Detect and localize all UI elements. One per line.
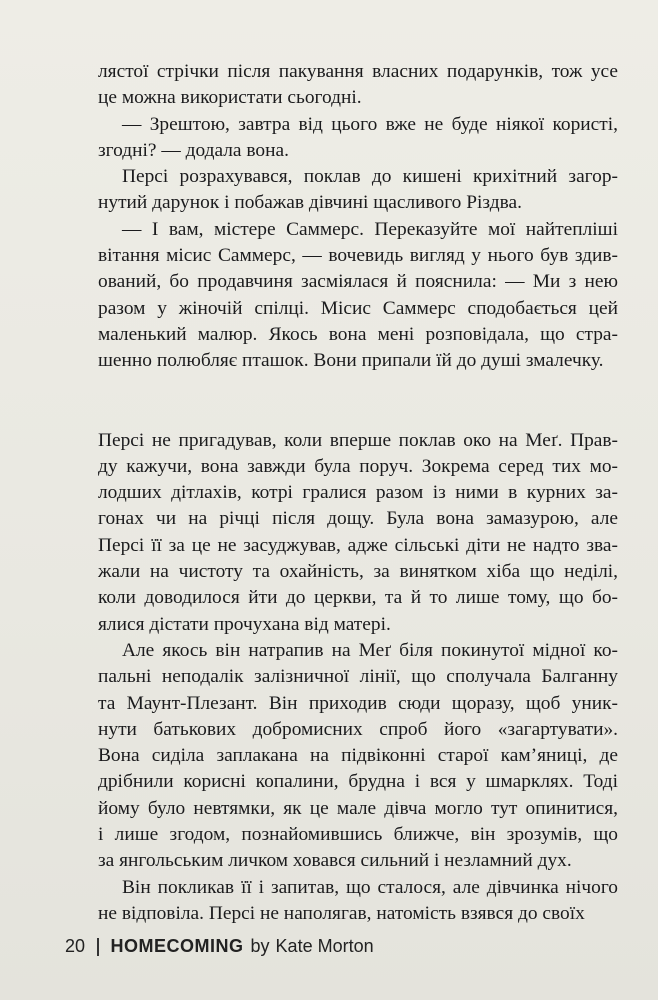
text-line: гонах чи на річці після дощу. Була вона замазурою, але (98, 508, 618, 530)
text-line: маленький малюр. Якось вона мені розповідала, що стра- (98, 323, 618, 345)
book-title: HOMECOMING (110, 936, 244, 956)
text-line: згодні? — додала вона. (98, 139, 289, 161)
text-line: Але якось він натрапив на Меґ біля покинутої мідної ко- (122, 639, 618, 661)
text-line: пальні неподалік залізничної лінії, що сполучала Балганну (98, 666, 618, 688)
section-break (98, 375, 618, 428)
text-line: вітання місис Саммерс, — вочевидь вигляд у нього був здив- (98, 245, 618, 267)
page-footer (65, 936, 374, 957)
text-line: йому було невтямки, як це мале дівча могло тут опинитися, (98, 797, 618, 819)
text-line: лодших дітлахів, котрі гралися разом із ними в курних за- (98, 482, 618, 504)
text-line: разом у жіночій спілці. Місис Саммерс сподобається цей (98, 297, 618, 319)
byline-word: by (250, 936, 270, 956)
paragraph (98, 59, 618, 112)
text-line: коли доводилося йти до церкви, та й то лише тому, що бо- (98, 587, 618, 609)
paragraph (98, 638, 618, 875)
page-number: 20 (65, 936, 86, 956)
author-name: Kate Morton (275, 936, 374, 956)
text-line: — І вам, містере Саммерс. Переказуйте мої найтепліші (122, 218, 618, 240)
text-line: шенно полюбляє пташок. Вони припали їй до душі змалечку. (98, 350, 604, 372)
footer-separator (97, 938, 99, 956)
text-line: ду кажучи, вона завжди була поруч. Зокрема серед тих мо- (98, 455, 618, 477)
text-line: не відповіла. Персі не наполягав, натомість взявся до своїх (98, 902, 585, 924)
text-line: лястої стрічки після пакування власних подарунків, тож усе (98, 61, 618, 82)
page-body-text (98, 59, 618, 927)
text-line: ялися дістати прочухана від матері. (98, 613, 391, 635)
text-line: це можна використати сьогодні. (98, 87, 362, 109)
text-line: Вона сиділа заплакана на підвіконні старої кам’яниці, де (98, 745, 618, 767)
text-line: нутий дарунок і побажав дівчині щасливого Різдва. (98, 192, 522, 214)
text-section-bottom (98, 428, 618, 928)
text-line: та Маунт-Плезант. Він приходив сюди щоразу, щоб уник- (98, 692, 618, 714)
text-line: дрібнили корисні копалини, брудна і вся у шмарклях. Тоді (98, 771, 618, 793)
paragraph (98, 217, 618, 375)
text-line: ований, бо продавчиня засміялася й пояснила: — Ми з нею (98, 271, 618, 293)
text-line: за янгольським личком ховався сильний і незламний дух. (98, 850, 572, 872)
paragraph (98, 164, 618, 217)
text-line: жали на чистоту та охайність, за винятком хіба що неділі, (98, 561, 618, 583)
text-line: Персі не пригадував, коли вперше поклав око на Меґ. Прав- (98, 429, 618, 451)
text-section-top (98, 59, 618, 375)
paragraph (98, 875, 618, 928)
text-line: Персі її за це не засуджував, адже сільські діти не надто зва- (98, 534, 618, 556)
text-line: нути батькових добромисних спроб його «загартувати». (98, 718, 618, 740)
text-line: Він покликав її і запитав, що сталося, але дівчинка нічого (122, 876, 618, 898)
text-line: і лише згодом, познайомившись ближче, він зрозумів, що (98, 824, 618, 846)
paragraph (98, 112, 618, 165)
text-line: — Зрештою, завтра від цього вже не буде ніякої користі, (122, 113, 618, 135)
paragraph (98, 428, 618, 638)
text-line: Персі розрахувався, поклав до кишені крихітний загор- (122, 166, 618, 188)
